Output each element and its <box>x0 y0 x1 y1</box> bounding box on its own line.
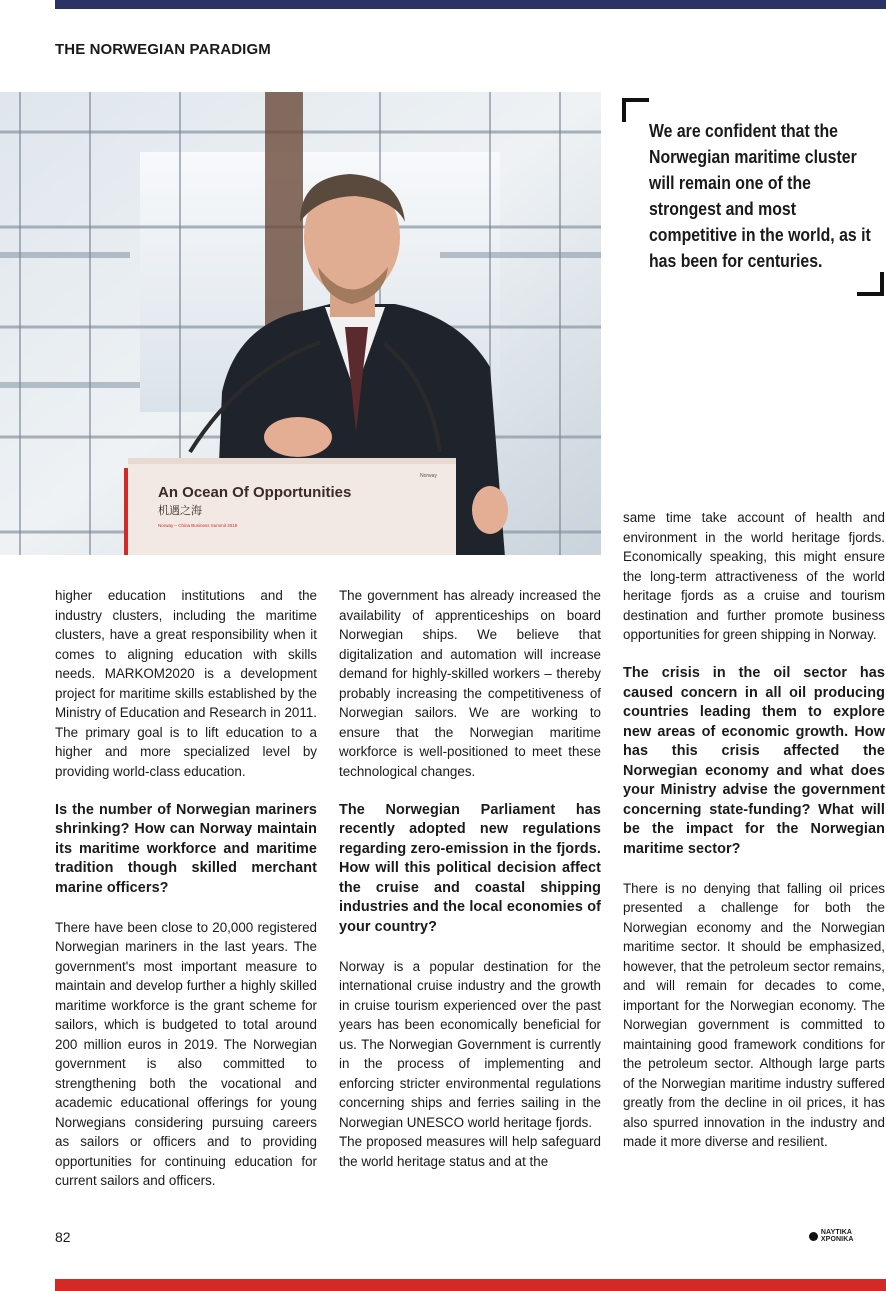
bottom-color-bar <box>55 1279 886 1291</box>
pull-quote-text: We are confident that the Norwegian maritime cluster will remain one of the strongest and most competitive in the world, as it has been for centuries. <box>649 121 871 271</box>
article-column-1 <box>55 586 317 1191</box>
paragraph: The proposed measures will help safeguard the world heritage status and at the <box>339 1134 601 1169</box>
podium-subtitle: 机遇之海 <box>158 504 202 517</box>
paragraph: The government has already increased the availability of apprenticeships on board Norwegian ships. We believe that digitalization and automation will increase demand for highly-skilled workers – thereby probably increasing the competitiveness of Norwegian sailors. We are working to ensure that the Norwegian maritime workforce is well-positioned to meet these technological changes. <box>339 588 601 779</box>
interview-question: The crisis in the oil sector has caused concern in all oil producing countries leading them to explore new areas of economic growth. How has this crisis affected the Norwegian economy and what does your Ministry advise the government concerning state-funding? What will be the impact for the Norwegian maritime sector? <box>623 665 885 857</box>
podium-caption: Norway – China Business Summit 2018 <box>158 523 238 528</box>
paragraph: same time take account of health and environment in the world heritage fjords. Economically speaking, this might ensure the long-term attractiveness of the world heritage fjords as a cruise and tourism destination and further promote business opportunities for green shipping in Norway. <box>623 510 885 642</box>
masthead <box>809 1229 886 1243</box>
quote-corner-bottom-right <box>857 272 884 296</box>
top-color-bar <box>55 0 886 9</box>
section-title: THE NORWEGIAN PARADIGM <box>55 41 271 58</box>
paragraph: There have been close to 20,000 registered Norwegian mariners in the last years. The government's most important measure to maintain and develop further a highly skilled maritime workforce is the grant scheme for sailors, which is budgeted to total around 200 million euros in 2019. The Norwegian government is also committed to strengthening both the vocational and academic educational offerings for young Norwegians considering pursuing careers as sailors or officers and to providing opportunities for continuing education for current sailors and officers. <box>55 919 317 1188</box>
paragraph: There is no denying that falling oil prices presented a challenge for both the Norwegian economy and the Norwegian maritime sector. It should be emphasized, however, that the petroleum sector remains, and will remain for decades to come, important for the Norwegian economy. The Norwegian government is committed to maintaining good framework conditions for the petroleum sector. Although large parts of the Norwegian maritime industry suffered greatly from the decline in oil prices, it has also spurred innovation in the industry and made it more diverse and resilient. <box>623 880 885 1149</box>
masthead-name: ΝΑΥΤΙΚΑ ΧΡΟΝΙΚΑ <box>820 1229 854 1243</box>
article-column-2 <box>339 586 601 1171</box>
masthead-logo-icon <box>809 1232 818 1241</box>
paragraph: higher education institutions and the industry clusters, including the maritime clusters, have a great responsibility when it comes to aligning education with skills needs. MARKOM2020 is a development project for maritime skills established by the Ministry of Education and Research in 2011. The primary goal is to lift education to a higher and more specialized level by providing world-class education. <box>55 588 317 779</box>
speaker-photo-illustration <box>0 92 601 555</box>
page-number: 82 <box>55 1229 71 1245</box>
speaker-photo <box>0 92 601 555</box>
article-column-3 <box>623 508 885 1152</box>
quote-corner-top-left <box>622 98 649 122</box>
pull-quote <box>622 98 884 296</box>
podium-brand: Norway <box>420 473 437 479</box>
paragraph: Norway is a popular destination for the international cruise industry and the growth in cruise tourism experienced over the past years has been economically beneficial for us. The Norwegian Government is currently in the process of implementing and enforcing stricter environmental regulations concerning ships and ferries sailing in the Norwegian UNESCO world heritage fjords. <box>339 958 601 1130</box>
interview-question: Is the number of Norwegian mariners shrinking? How can Norway maintain its maritime workforce and maritime tradition though skilled merchant marine officers? <box>55 801 317 896</box>
interview-question: The Norwegian Parliament has recently adopted new regulations regarding zero-emission in the fjords. How will this political decision affect the cruise and coastal shipping industries and the local economies of your country? <box>339 801 601 935</box>
podium-title: An Ocean Of Opportunities <box>158 484 352 501</box>
